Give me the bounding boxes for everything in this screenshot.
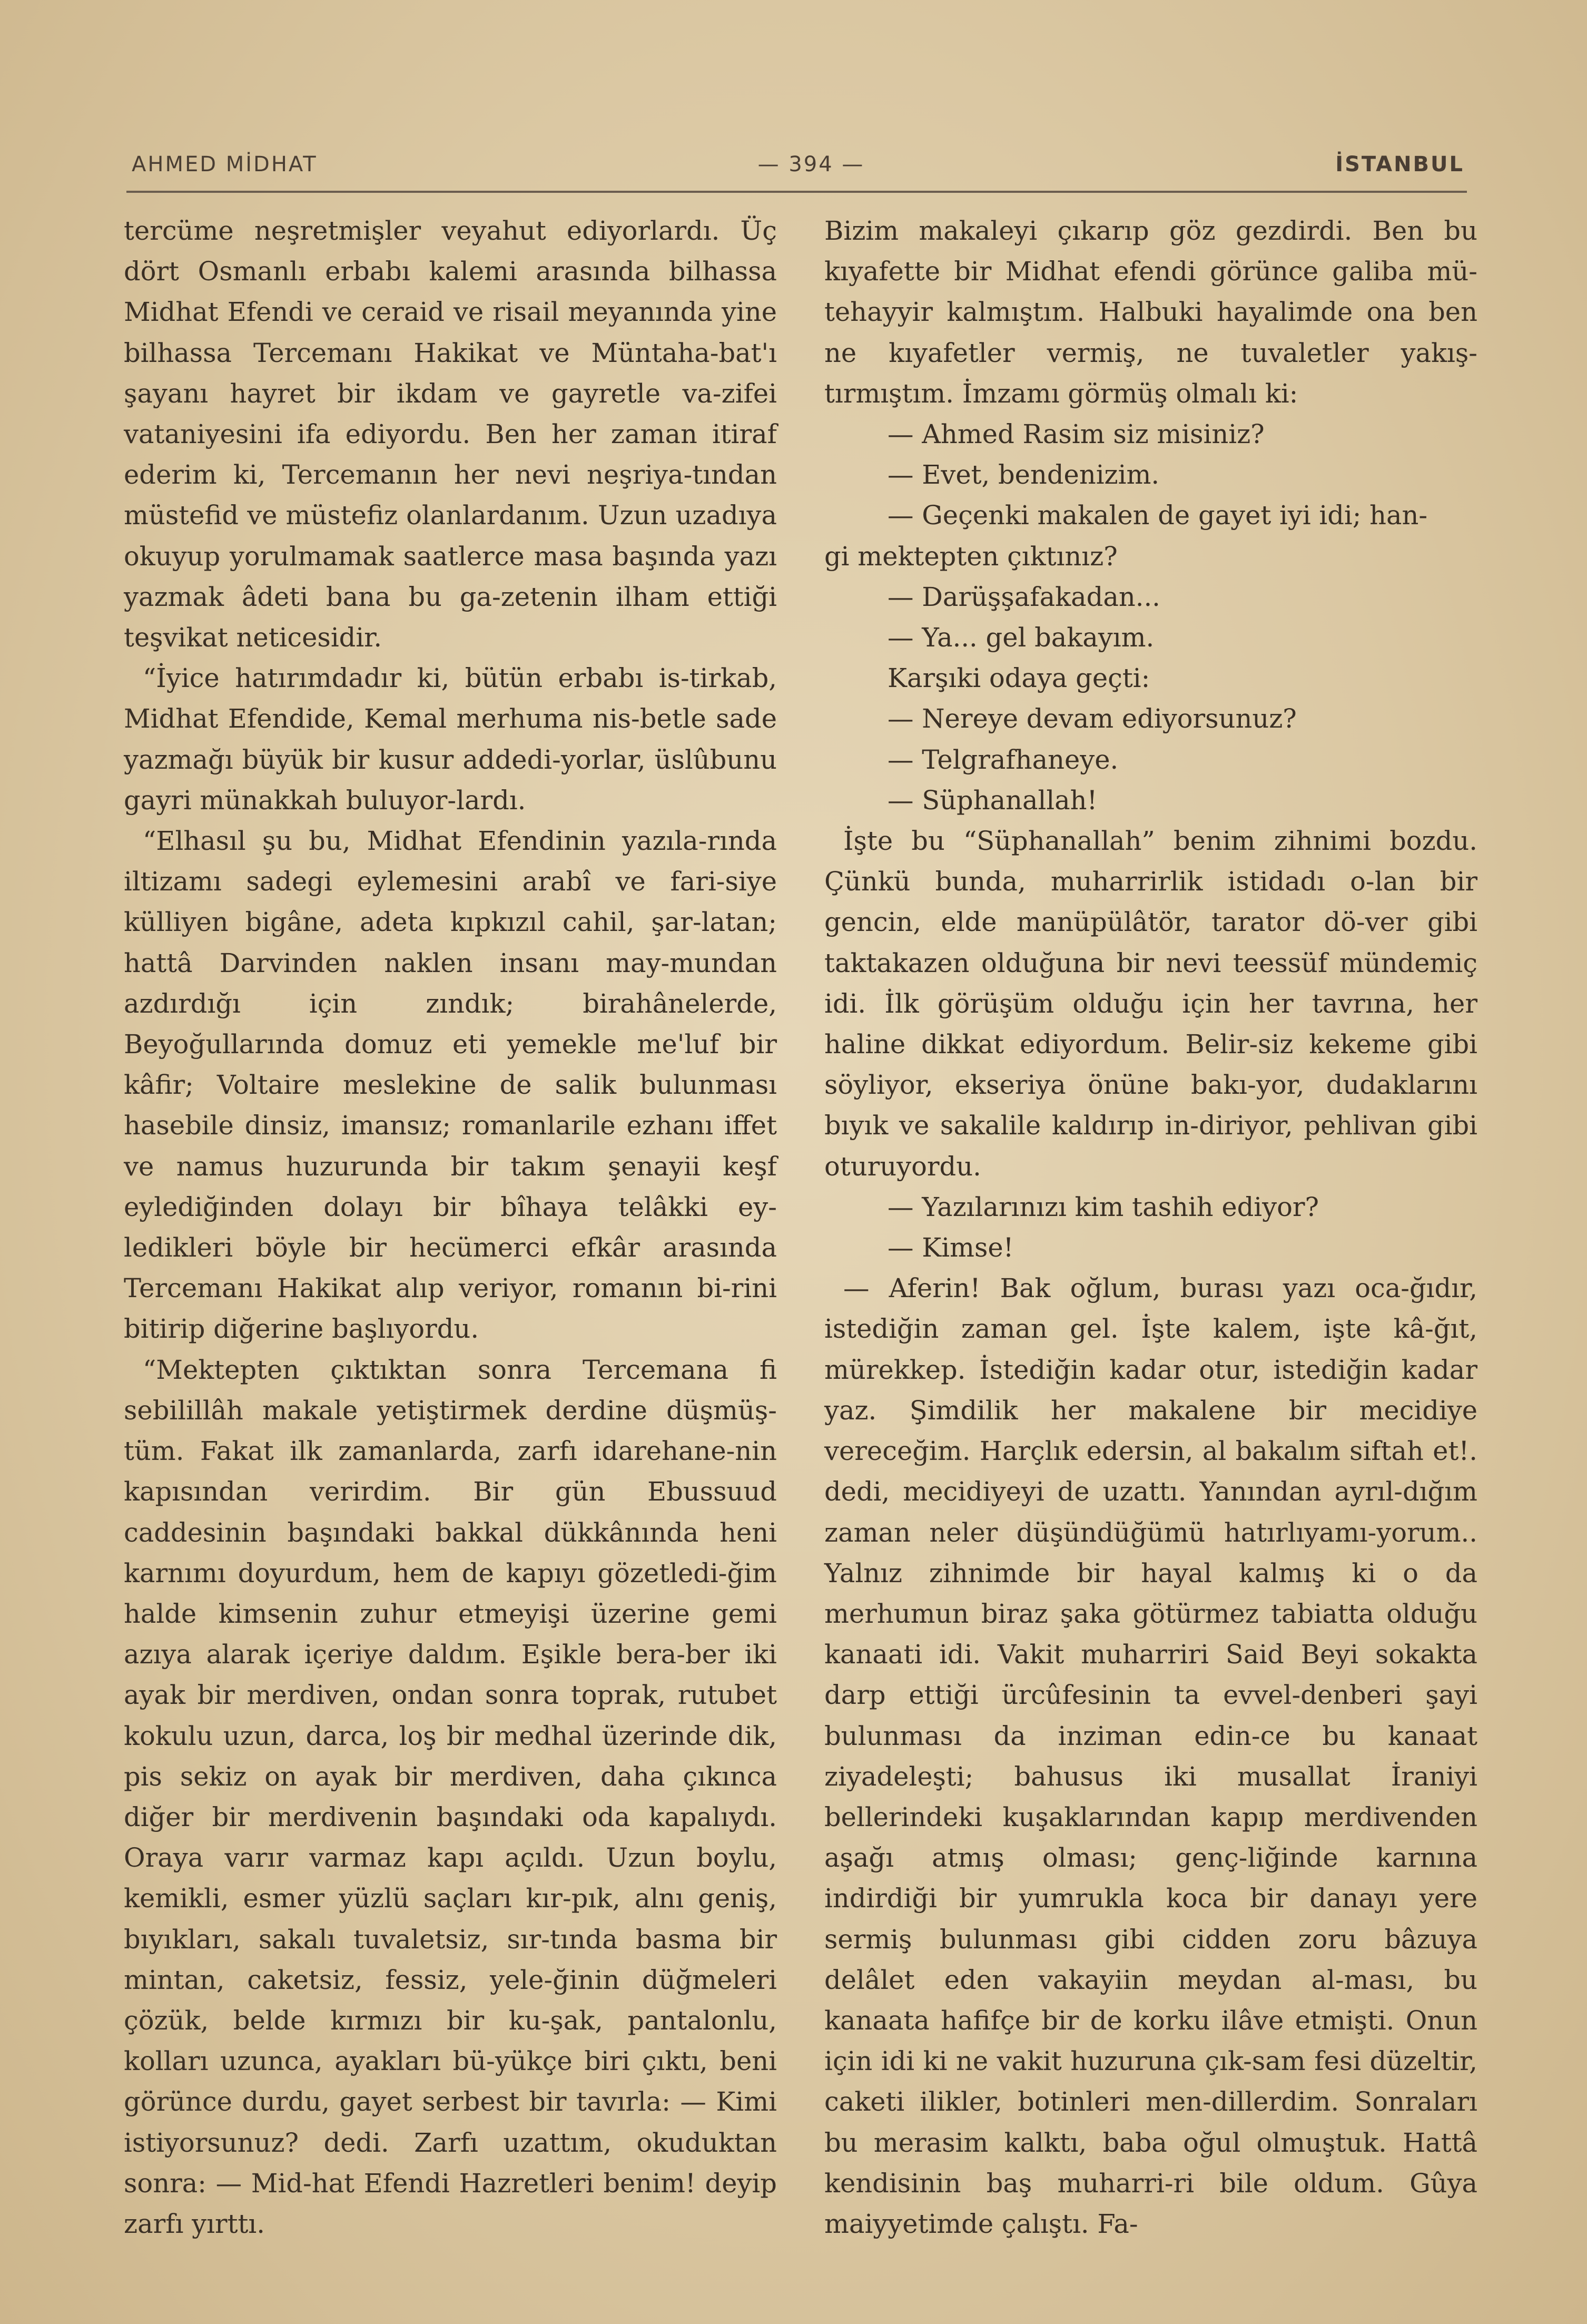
- left-column: [124, 211, 777, 2244]
- dialogue-line: — Evet, bendenizim.: [888, 459, 1160, 491]
- dialogue-line: — Kimse!: [888, 1232, 1014, 1263]
- dialogue-line: — Yazılarınızı kim tashih ediyor?: [888, 1191, 1319, 1222]
- dialogue-line: — Telgrafhaneye.: [888, 744, 1119, 775]
- paragraph: “İyice hatırımdadır ki, bütün erbabı is-tirkab, Midhat Efendide, Kemal merhuma nis-betle sade yazmağı büyük bir kusur addedi-yorlar, üslûbunu gayri münakkah buluyor-lardı.: [124, 663, 777, 816]
- dialogue-line: — Ahmed Rasim siz misiniz?: [888, 419, 1265, 450]
- header-page-number: — 394 —: [757, 152, 865, 176]
- paragraph: Bizim makaleyi çıkarıp göz gezdirdi. Ben bu kıyafette bir Midhat efendi görünce galiba mü-tehayyir kalmıştım. Halbuki hayalimde ona ben ne kıyafetler vermiş, ne tuvaletler yakış-tırmıştım. İmzamı görmüş olmalı ki:: [824, 215, 1477, 409]
- header-rule: [126, 191, 1467, 193]
- paragraph: gi mektepten çıktınız?: [824, 541, 1118, 572]
- paragraph: “Elhasıl şu bu, Midhat Efendinin yazıla-rında iltizamı sadegi eylemesini arabî ve fari-siye külliyen bigâne, adeta kıpkızıl cahil, şar-latan; hattâ Darvinden naklen insanı may-mundan azdırdığı için zındık; birahânelerde, Beyoğullarında domuz eti yemekle me'luf bir kâfir; Voltaire meslekine de salik bulunması hasebile dinsiz, imansız; romanlarile ezhanı iffet ve namus huzurunda bir takım şenayii keşf eylediğinden dolayı bir bîhaya telâkki ey-ledikleri böyle bir hecümerci efkâr arasında Tercemanı Hakikat alıp veriyor, romanın bi-rini bitirip diğerine başlıyordu.: [124, 826, 777, 1345]
- paragraph: “Mektepten çıktıktan sonra Tercemana fi sebilillâh makale yetiştirmek derdine düşmüş-tüm. Fakat ilk zamanlarda, zarfı idarehane-nin kapısından verirdim. Bir gün Ebussuud caddesinin başındaki bakkal dükkânında heni karnımı doyurdum, hem de kapıyı gözetledi-ğim halde kimsenin zuhur etmeyişi üzerine gemi azıya alarak içeriye daldım. Eşikle bera-ber iki ayak bir merdiven, ondan sonra toprak, rutubet kokulu uzun, darca, loş bir medhal üzerinde dik, pis sekiz on ayak bir merdiven, daha çıkınca diğer bir merdivenin başındaki oda kapalıydı. Oraya varır varmaz kapı açıldı. Uzun boylu, kemikli, esmer yüzlü saçları kır-pık, alnı geniş, bıyıkları, sakalı tuvaletsiz, sır-tında basma bir mintan, caketsiz, fessiz, yele-ğinin düğmeleri çözük, belde kırmızı bir ku-şak, pantalonlu, kolları uzunca, ayakları bü-yükçe biri çıktı, beni görünce durdu, gayet serbest bir tavırla: — Kimi istiyorsunuz? dedi. Zarfı uzattım, okuduktan sonra: — Mid-hat Efendi Hazretleri benim! deyip zarfı yırttı.: [124, 1354, 777, 2239]
- dialogue-line: — Süphanallah!: [888, 785, 1098, 816]
- header-section: İSTANBUL: [1335, 152, 1464, 176]
- dialogue-line: — Nereye devam ediyorsunuz?: [888, 703, 1297, 734]
- paragraph: tercüme neşretmişler veyahut ediyorlardı. Üç dört Osmanlı erbabı kalemi arasında bilhassa Midhat Efendi ve ceraid ve risail meyanında yine bilhassa Tercemanı Hakikat ve Müntaha-bat'ı şayanı hayret bir ikdam ve gayretle va-zifei vataniyesini ifa ediyordu. Ben her zaman itiraf ederim ki, Tercemanın her nevi neşriya-tından müstefid ve müstefiz olanlardanım. Uzun uzadıya okuyup yorulmamak saatlerce masa başında yazı yazmak âdeti bana bu ga-zetenin ilham ettiği teşvikat neticesidir.: [124, 215, 777, 653]
- running-header: [126, 150, 1464, 187]
- dialogue-line: Karşıki odaya geçti:: [888, 663, 1150, 694]
- dialogue-line: — Geçenki makalen de gayet iyi idi; han-: [888, 500, 1428, 531]
- dialogue-line: — Ya... gel bakayım.: [888, 622, 1155, 653]
- dialogue-line: — Darüşşafakadan...: [888, 581, 1160, 612]
- header-author: AHMED MİDHAT: [132, 152, 318, 176]
- paragraph: İşte bu “Süphanallah” benim zihnimi bozdu. Çünkü bunda, muharrirlik istidadı o-lan bir gencin, elde manüpülâtör, tarator dö-ver gibi taktakazen olduğuna bir nevi teessüf mündemiç idi. İlk görüşüm olduğu için her tavrına, her haline dikkat ediyordum. Belir-siz kekeme gibi söyliyor, ekseriya önüne bakı-yor, dudaklarını bıyık ve sakalile kaldırıp in-diriyor, pehlivan gibi oturuyordu.: [824, 826, 1477, 1182]
- right-column: [824, 211, 1477, 2244]
- paragraph: — Aferin! Bak oğlum, burası yazı oca-ğıdır, istediğin zaman gel. İşte kalem, işte kâ-ğıt, mürekkep. İstediğin kadar otur, istediğin kadar yaz. Şimdilik her makalene bir mecidiye vereceğim. Harçlık edersin, al bakalım siftah et!. dedi, mecidiyeyi de uzattı. Yanından ayrıl-dığım zaman neler düşündüğümü hatırlıyamı-yorum.. Yalnız zihnimde bir hayal kalmış ki o da merhumun biraz şaka götürmez tabiatta olduğu kanaati idi. Vakit muharriri Said Beyi sokakta darp ettiği ürcûfesinin ta evvel-denberi şayi bulunması da inziman edin-ce bu kanaat ziyadeleşti; bahusus iki musallat İraniyi bellerindeki kuşaklarından kapıp merdivenden aşağı atmış olması; genç-liğinde karnına indirdiği bir yumrukla koca bir danayı yere sermiş bulunması gibi cidden zoru bâzuya delâlet eden vakayiin meydan al-ması, bu kanaata hafifçe bir de korku ilâve etmişti. Onun için idi ki ne vakit huzuruna çık-sam fesi düzeltir, caketi ilikler, botinleri men-dillerdim. Sonraları bu merasim kalktı, baba oğul olmuştuk. Hattâ kendisinin baş muharri-ri bile oldum. Gûya maiyyetimde çalıştı. Fa-: [824, 1273, 1477, 2239]
